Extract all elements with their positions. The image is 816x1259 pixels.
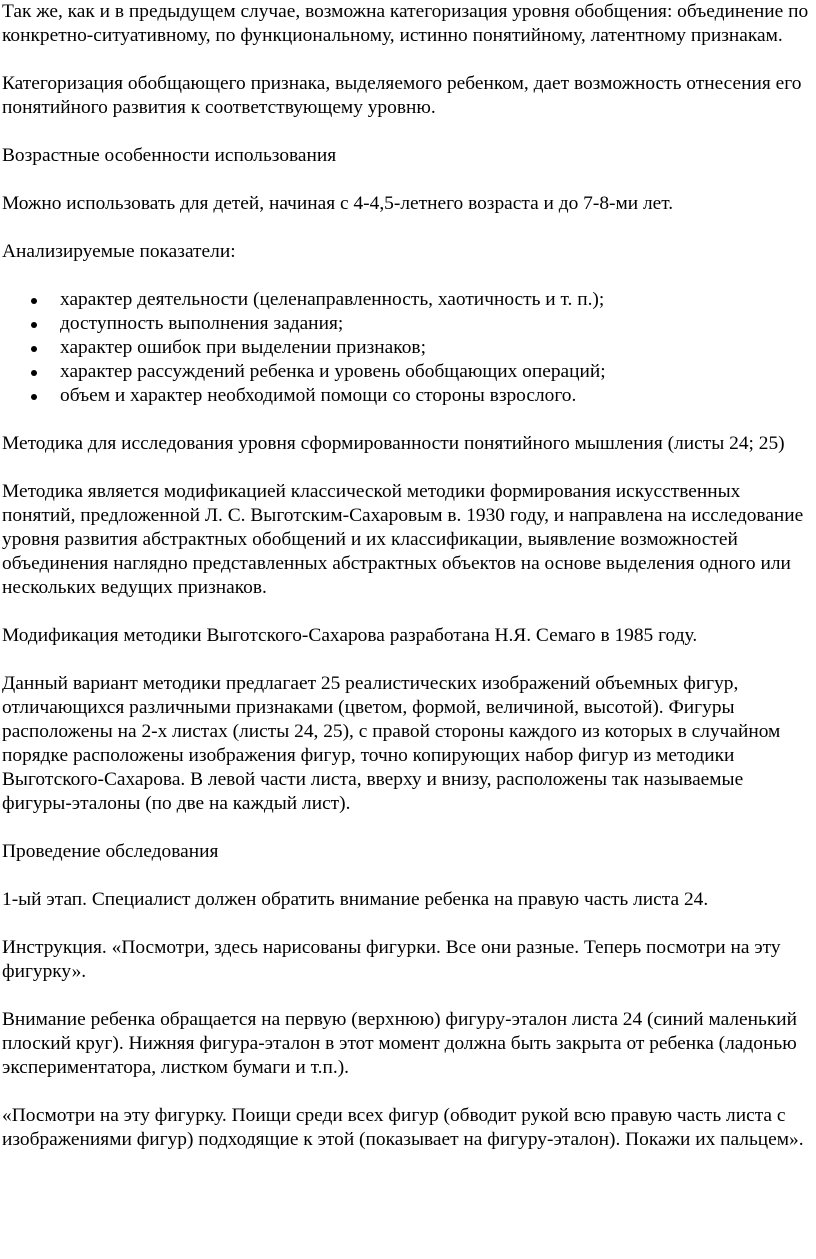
list-item: [2, 312, 814, 336]
heading-age-features: Возрастные особенности использования: [2, 145, 337, 166]
bullet-icon: [31, 346, 37, 352]
paragraph-instruction: Инструкция. «Посмотри, здесь нарисованы фигурки. Все они разные. Теперь посмотри на эту фигурку».: [2, 937, 781, 982]
list-item-text: объем и характер необходимой помощи со стороны взрослого.: [60, 385, 577, 406]
list-item-text: характер деятельности (целенаправленность, хаотичность и т. п.);: [60, 289, 605, 310]
bullet-icon: [31, 298, 37, 304]
bullet-icon: [31, 322, 37, 328]
paragraph-age-range: Можно использовать для детей, начиная с 4-4,5-летнего возраста и до 7-8-ми лет.: [2, 193, 674, 214]
list-item-text: характер ошибок при выделении признаков;: [60, 337, 426, 358]
bullet-icon: [31, 394, 37, 400]
paragraph-look-at-figure: «Посмотри на эту фигурку. Поищи среди всех фигур (обводит рукой всю правую часть листа с изображениями фигур) подходящие к этой (показывает на фигуру-эталон). Покажи их пальцем».: [2, 1105, 804, 1150]
heading-method-concept-thinking: Методика для исследования уровня сформированности понятийного мышления (листы 24; 25): [2, 433, 785, 454]
paragraph-variant-description: Данный вариант методики предлагает 25 реалистических изображений объемных фигур, отличающихся различными признаками (цветом, формой, величиной, высотой). Фигуры расположены на 2-х листах (листы 24, 25), с правой стороны каждого из которых в случайном порядке расположены изображения фигур, точно копирующих набор фигур из методики Выготского-Сахарова. В левой части листа, вверху и внизу, расположены так называемые фигуры-эталоны (по две на каждый лист).: [2, 673, 781, 814]
paragraph-categorization-levels: Так же, как и в предыдущем случае, возможна категоризация уровня обобщения: объединение по конкретно-ситуативному, по функциональному, истинно понятийному, латентному признакам.: [2, 1, 809, 46]
paragraph-stage-one: 1-ый этап. Специалист должен обратить внимание ребенка на правую часть листа 24.: [2, 889, 709, 910]
paragraph-modification-author: Модификация методики Выготского-Сахарова разработана Н.Я. Семаго в 1985 году.: [2, 625, 698, 646]
paragraph-attention: Внимание ребенка обращается на первую (верхнюю) фигуру-эталон листа 24 (синий маленький плоский круг). Нижняя фигура-эталон в этот момент должна быть закрыта от ребенка (ладонью экспериментатора, листком бумаги и т.п.).: [2, 1009, 798, 1078]
paragraph-categorization-feature: Категоризация обобщающего признака, выделяемого ребенком, дает возможность отнесения его понятийного развития к соответствующему уровню.: [2, 73, 802, 118]
list-item: [2, 288, 814, 312]
heading-examination: Проведение обследования: [2, 841, 219, 862]
document-page: [2, 0, 814, 1176]
list-item: [2, 384, 814, 408]
paragraph-method-description: Методика является модификацией классической методики формирования искусственных понятий, предложенной Л. С. Выготским-Сахаровым в. 1930 году, и направлена на исследование уровня развития абстрактных обобщений и их классификации, выявление возможностей объединения наглядно представленных абстрактных объектов на основе выделения одного или нескольких ведущих признаков.: [2, 481, 804, 598]
heading-indicators: Анализируемые показатели:: [2, 241, 236, 262]
list-item-text: доступность выполнения задания;: [60, 313, 344, 334]
bullet-icon: [31, 370, 37, 376]
list-item: [2, 336, 814, 360]
indicators-list: [2, 288, 814, 408]
list-item-text: характер рассуждений ребенка и уровень обобщающих операций;: [60, 361, 606, 382]
list-item: [2, 360, 814, 384]
